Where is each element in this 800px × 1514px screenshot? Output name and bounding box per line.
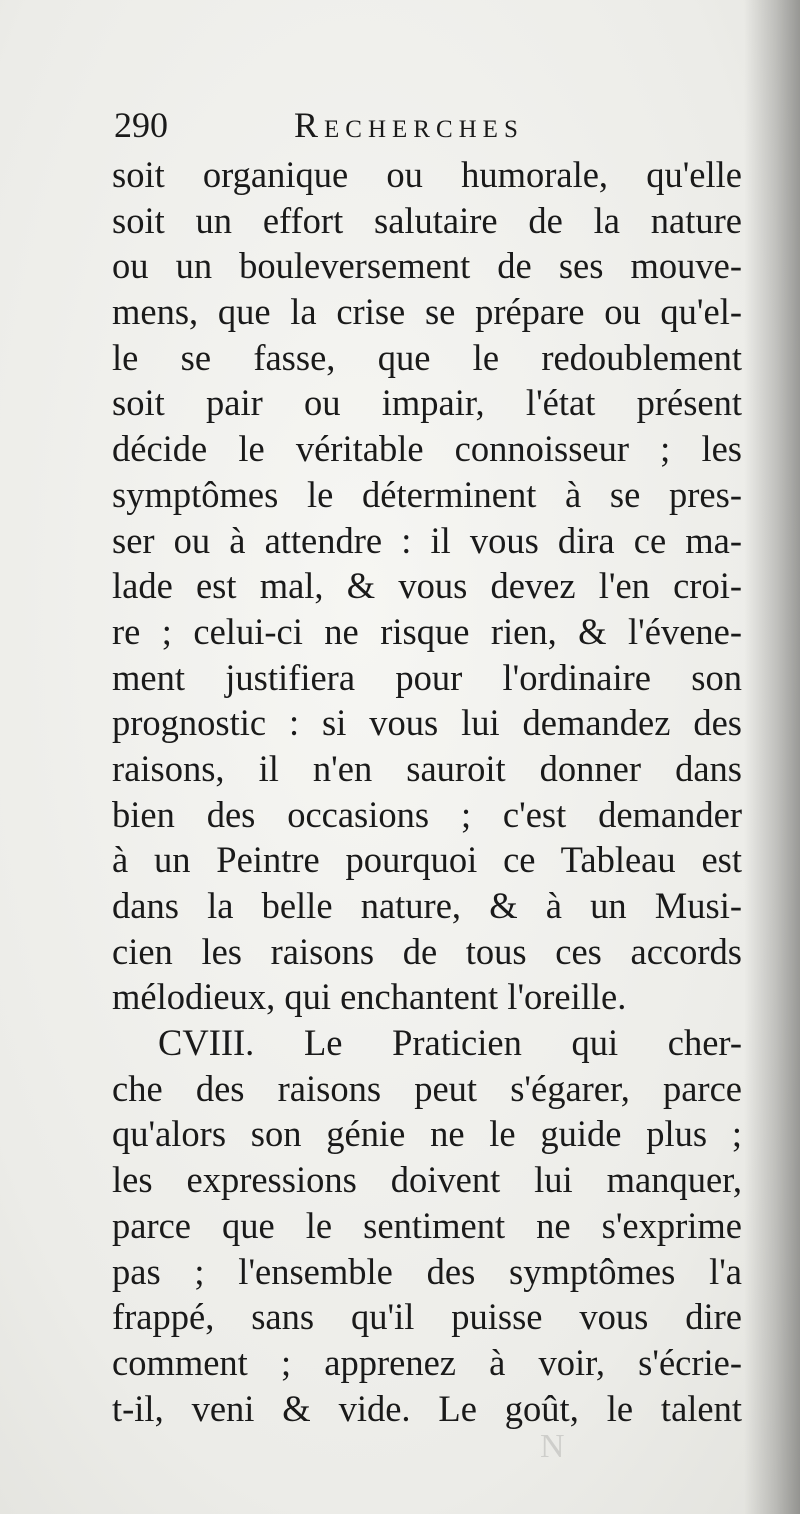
page-number: 290 bbox=[114, 105, 168, 145]
text-line: ment justifiera pour l'ordinaire son bbox=[112, 656, 742, 698]
text-line: frappé, sans qu'il puisse vous dire bbox=[112, 1296, 742, 1338]
text-line: soit un effort salutaire de la nature bbox=[112, 199, 742, 241]
text-line: soit pair ou impair, l'état présent bbox=[112, 382, 742, 424]
text-line: che des raisons peut s'égarer, parce bbox=[112, 1067, 742, 1109]
text-line: qu'alors son génie ne le guide plus ; bbox=[112, 1113, 742, 1155]
text-line: parce que le sentiment ne s'exprime bbox=[112, 1204, 742, 1246]
text-line: décide le véritable connoisseur ; les bbox=[112, 428, 742, 470]
text-line: à un Peintre pourquoi ce Tableau est bbox=[112, 839, 742, 881]
page-header bbox=[114, 104, 754, 154]
text-line: lade est mal, & vous devez l'en croi- bbox=[112, 565, 742, 607]
text-line: les expressions doivent lui manquer, bbox=[112, 1159, 742, 1201]
text-line: ou un bouleversement de ses mouve- bbox=[112, 245, 742, 287]
section-start-line: CVIII. Le Praticien qui cher- bbox=[158, 1022, 742, 1064]
text-line: bien des occasions ; c'est demander bbox=[112, 793, 742, 835]
text-line: re ; celui-ci ne risque rien, & l'évene- bbox=[112, 610, 742, 652]
text-line: dans la belle nature, & à un Musi- bbox=[112, 885, 742, 926]
text-line: comment ; apprenez à voir, s'écrie- bbox=[112, 1341, 742, 1383]
text-line: ser ou à attendre : il vous dira ce ma- bbox=[112, 519, 742, 561]
running-head: Recherches bbox=[294, 105, 524, 145]
text-line: mens, que la crise se prépare ou qu'el- bbox=[112, 291, 742, 333]
text-line: raisons, il n'en sauroit donner dans bbox=[112, 747, 742, 789]
bleed-through-text: N bbox=[540, 1428, 573, 1465]
paragraph-end-line: mélodieux, qui enchantent l'oreille. bbox=[112, 976, 627, 1018]
text-line: symptômes le déterminent à se pres- bbox=[112, 473, 742, 515]
text-line: cien les raisons de tous ces accords bbox=[112, 930, 742, 972]
text-line: pas ; l'ensemble des symptômes l'a bbox=[112, 1250, 742, 1292]
body-text bbox=[112, 152, 742, 1431]
text-line: le se fasse, que le redoublement bbox=[112, 336, 742, 378]
text-line: t-il, veni & vide. Le goût, le talent bbox=[112, 1387, 742, 1429]
text-line: prognostic : si vous lui demandez des bbox=[112, 702, 742, 744]
text-line: soit organique ou humorale, qu'elle bbox=[112, 154, 742, 195]
